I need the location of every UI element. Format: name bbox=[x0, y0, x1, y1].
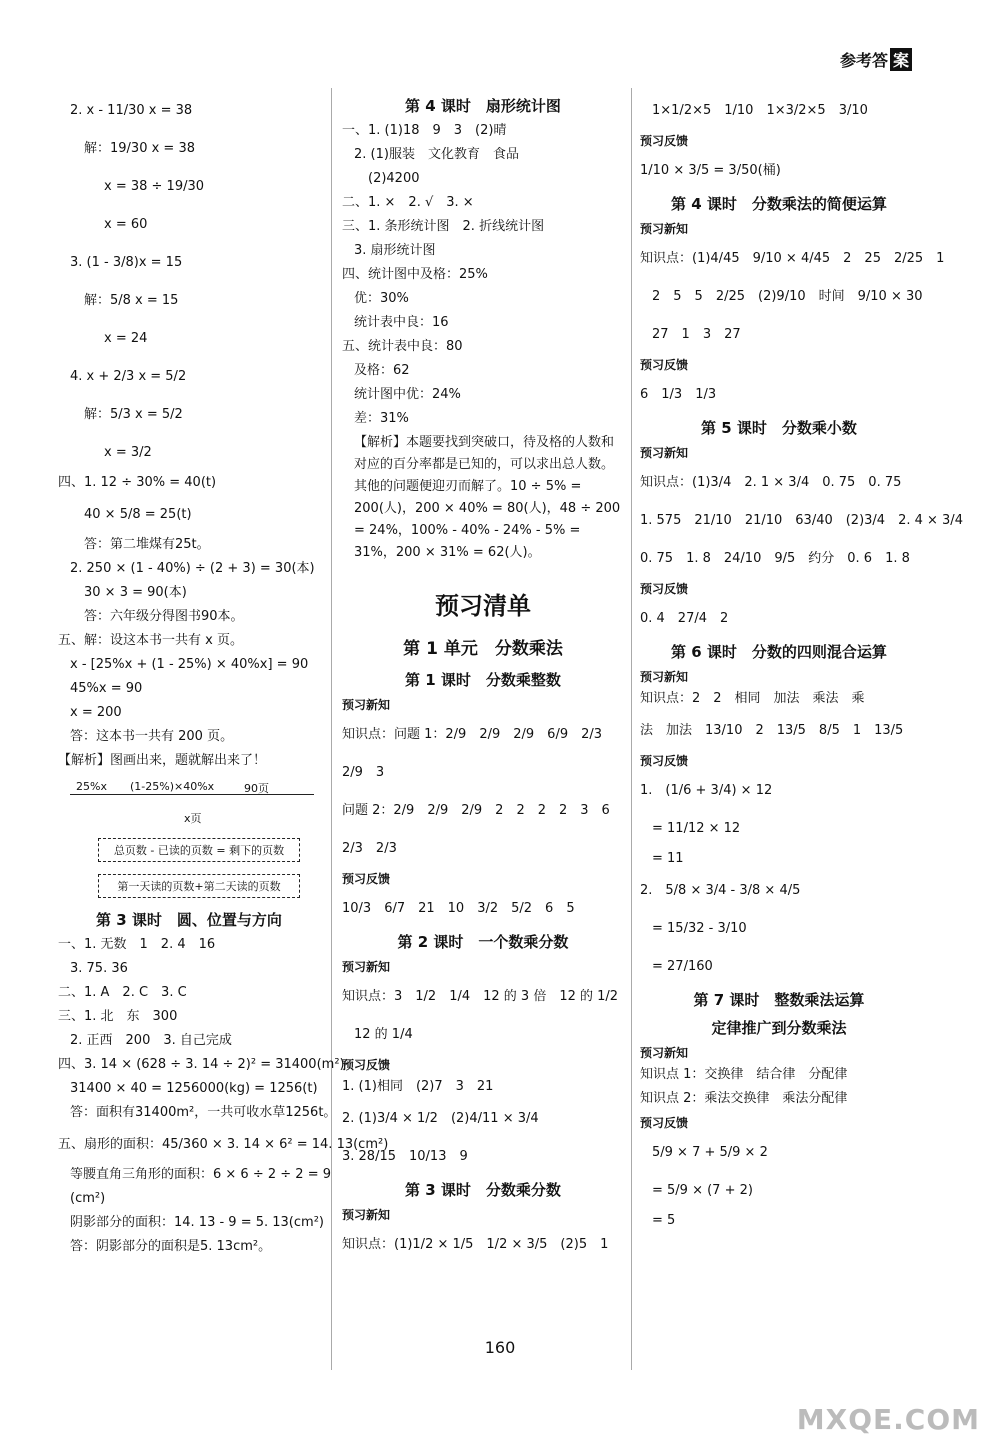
subsection-label: 预习反馈 bbox=[640, 754, 689, 768]
page-number: 160 bbox=[484, 1338, 516, 1357]
lesson-heading: 第 4 课时 扇形统计图 bbox=[405, 97, 561, 115]
answer-line: 知识点：(1)1/2 × 1/5 1/2 × 3/5 (2)5 1 bbox=[342, 1237, 609, 1252]
answer-line: 优：30% bbox=[354, 291, 409, 306]
answer-line: 0. 75 1. 8 24/10 9/5 约分 0. 6 1. 8 bbox=[640, 551, 910, 566]
answer-line: 1/10 × 3/5 = 3/50(桶) bbox=[640, 163, 781, 178]
answer-line: 30 × 3 = 90(本) bbox=[84, 585, 187, 600]
column-2 bbox=[342, 92, 624, 1264]
diagram-total-label: x页 bbox=[184, 812, 202, 825]
answer-line: x = 200 bbox=[70, 705, 122, 720]
subsection-label: 预习反馈 bbox=[640, 1116, 689, 1130]
answer-line: 一、1. 无数 1 2. 4 16 bbox=[58, 937, 216, 952]
answer-line: 2 5 5 2/25 (2)9/10 时间 9/10 × 30 bbox=[652, 289, 923, 304]
answer-line: 五、统计表中良：80 bbox=[342, 339, 463, 354]
header-title: 参考答 bbox=[839, 51, 888, 70]
answer-line: = 5/9 × (7 + 2) bbox=[652, 1183, 753, 1198]
answer-line: 5/9 × 7 + 5/9 × 2 bbox=[652, 1145, 768, 1160]
diagram-segment-label: 90页 bbox=[244, 782, 269, 795]
answer-line: 2. 5/8 × 3/4 - 3/8 × 4/5 bbox=[640, 883, 801, 898]
subsection-label: 预习反馈 bbox=[640, 582, 689, 596]
answer-line: x = 24 bbox=[104, 331, 148, 346]
answer-line: 二、1. A 2. C 3. C bbox=[58, 985, 187, 1000]
subsection-label: 预习新知 bbox=[342, 1208, 391, 1222]
watermark-logo: MXQE.COM bbox=[796, 1403, 980, 1436]
answer-line: 12 的 1/4 bbox=[354, 1027, 413, 1042]
answer-line: (cm²) bbox=[70, 1191, 106, 1206]
answer-line: 四、1. 12 ÷ 30% = 40(t) bbox=[58, 475, 217, 490]
header-title-box: 案 bbox=[890, 48, 912, 71]
answer-line: 3. 28/15 10/13 9 bbox=[342, 1149, 468, 1164]
lesson-heading: 第 3 课时 圆、位置与方向 bbox=[96, 911, 282, 929]
subsection-label: 预习新知 bbox=[640, 1046, 689, 1060]
answer-line: = 27/160 bbox=[652, 959, 713, 974]
subsection-label: 预习新知 bbox=[342, 960, 391, 974]
answer-line: 4. x + 2/3 x = 5/2 bbox=[70, 369, 187, 384]
answer-line: 10/3 6/7 21 10 3/2 5/2 6 5 bbox=[342, 901, 575, 916]
answer-line: 1. (1/6 + 3/4) × 12 bbox=[640, 783, 773, 798]
diagram-box: 总页数 - 已读的页数 = 剩下的页数 bbox=[98, 838, 300, 862]
answer-line: 法 加法 13/10 2 13/5 8/5 1 13/5 bbox=[640, 723, 904, 738]
answer-line: 45%x = 90 bbox=[70, 681, 143, 696]
explanation-paragraph: 【解析】本题要找到突破口，待及格的人数和对应的百分率都是已知的，可以求出总人数。其他的问题便迎刃而解了。10 ÷ 5% = 200(人)，200 × 40% = 80(人)，48 ÷ 200 = 24%，100% - 40% - 24% - 5% = 31%，200 × 31% = 62(人)。 bbox=[354, 435, 621, 560]
answer-line: 1. (1)相同 (2)7 3 21 bbox=[342, 1079, 494, 1094]
column-divider-2 bbox=[631, 88, 632, 1370]
answer-line: 6 1/3 1/3 bbox=[640, 387, 717, 402]
diagram-segment-label: 25%x bbox=[76, 780, 107, 793]
lesson-heading: 第 3 课时 分数乘分数 bbox=[405, 1181, 561, 1199]
answer-line: 四、3. 14 × (628 ÷ 3. 14 ÷ 2)² = 31400(m²) bbox=[58, 1057, 345, 1072]
answer-line: 统计表中良：16 bbox=[354, 315, 449, 330]
answer-line: 一、1. (1)18 9 3 (2)晴 bbox=[342, 123, 507, 138]
answer-line: 问题 2：2/9 2/9 2/9 2 2 2 2 3 6 bbox=[342, 803, 610, 818]
answer-line: 解：5/8 x = 15 bbox=[84, 293, 179, 308]
subsection-label: 预习新知 bbox=[342, 698, 391, 712]
diagram-box: 第一天读的页数+第二天读的页数 bbox=[98, 874, 300, 898]
answer-line: 【解析】图画出来，题就解出来了！ bbox=[58, 753, 267, 768]
answer-line: 1. 575 21/10 21/10 63/40 (2)3/4 2. 4 × 3/4 bbox=[640, 513, 963, 528]
answer-line: 27 1 3 27 bbox=[652, 327, 741, 342]
lesson-heading: 第 5 课时 分数乘小数 bbox=[701, 419, 857, 437]
answer-line: x = 60 bbox=[104, 217, 148, 232]
answer-line: 五、解：设这本书一共有 x 页。 bbox=[58, 633, 243, 648]
column-3 bbox=[640, 92, 963, 1234]
diagram-segment-label: (1-25%)×40%x bbox=[130, 780, 215, 793]
answer-line: 2. x - 11/30 x = 38 bbox=[70, 103, 193, 118]
lesson-heading: 第 4 课时 分数乘法的简便运算 bbox=[671, 195, 887, 213]
answer-line: 五、扇形的面积：45/360 × 3. 14 × 6² = 14. 13(cm²) bbox=[58, 1137, 389, 1152]
answer-line: 及格：62 bbox=[354, 363, 410, 378]
subsection-label: 预习反馈 bbox=[640, 358, 689, 372]
answer-line: 统计图中优：24% bbox=[354, 387, 461, 402]
answer-line: = 15/32 - 3/10 bbox=[652, 921, 747, 936]
answer-line: 2. 250 × (1 - 40%) ÷ (2 + 3) = 30(本) bbox=[70, 561, 315, 576]
answer-line: 1×1/2×5 1/10 1×3/2×5 3/10 bbox=[652, 103, 868, 118]
answer-line: 四、统计图中及格：25% bbox=[342, 267, 488, 282]
answer-line: 31400 × 40 = 1256000(kg) = 1256(t) bbox=[70, 1081, 318, 1096]
answer-line: 0. 4 27/4 2 bbox=[640, 611, 729, 626]
answer-line: 2/3 2/3 bbox=[342, 841, 397, 856]
answer-line: 3. (1 - 3/8)x = 15 bbox=[70, 255, 183, 270]
unit-heading: 第 1 单元 分数乘法 bbox=[403, 639, 563, 659]
answer-line: 答：第二堆煤有25t。 bbox=[84, 537, 210, 552]
answer-line: 阴影部分的面积：14. 13 - 9 = 5. 13(cm²) bbox=[70, 1215, 324, 1230]
answer-line: 差：31% bbox=[354, 411, 409, 426]
answer-line: x - [25%x + (1 - 25%) × 40%x] = 90 bbox=[70, 657, 309, 672]
lesson-heading: 第 1 课时 分数乘整数 bbox=[405, 671, 561, 689]
answer-line: x = 3/2 bbox=[104, 445, 152, 460]
answer-line: = 11/12 × 12 bbox=[652, 821, 741, 836]
answer-line: = 11 bbox=[652, 851, 684, 866]
diagram-bar bbox=[70, 794, 314, 795]
lesson-heading: 定律推广到分数乘法 bbox=[711, 1019, 847, 1037]
lesson-heading: 第 2 课时 一个数乘分数 bbox=[397, 933, 569, 951]
subsection-label: 预习新知 bbox=[640, 446, 689, 460]
subsection-label: 预习新知 bbox=[640, 222, 689, 236]
lesson-heading: 第 7 课时 整数乘法运算 bbox=[693, 991, 865, 1009]
answer-line: 答：六年级分得图书90本。 bbox=[84, 609, 244, 624]
page-header bbox=[840, 48, 912, 71]
answer-line: 2. (1)3/4 × 1/2 (2)4/11 × 3/4 bbox=[342, 1111, 539, 1126]
answer-line: 3. 75. 36 bbox=[70, 961, 128, 976]
answer-line: 2. (1)服装 文化教育 食品 bbox=[354, 147, 519, 162]
answer-line: 知识点：(1)3/4 2. 1 × 3/4 0. 75 0. 75 bbox=[640, 475, 902, 490]
answer-line: 2/9 3 bbox=[342, 765, 385, 780]
answer-line: 二、1. × 2. √ 3. × bbox=[342, 195, 474, 210]
lesson-heading: 第 6 课时 分数的四则混合运算 bbox=[671, 643, 887, 661]
subsection-label: 预习反馈 bbox=[640, 134, 689, 148]
answer-line: 知识点 1：交换律 结合律 分配律 bbox=[640, 1067, 848, 1082]
column-divider-1 bbox=[331, 88, 332, 1370]
answer-line: 三、1. 北 东 300 bbox=[58, 1009, 178, 1024]
answer-line: 知识点：(1)4/45 9/10 × 4/45 2 25 2/25 1 bbox=[640, 251, 945, 266]
answer-line: 知识点 2：乘法交换律 乘法分配律 bbox=[640, 1091, 848, 1106]
subsection-label: 预习反馈 bbox=[342, 872, 391, 886]
subsection-label: 预习新知 bbox=[640, 670, 689, 684]
answer-line: 答：面积有31400m²，一共可收水草1256t。 bbox=[70, 1105, 337, 1120]
answer-line: 三、1. 条形统计图 2. 折线统计图 bbox=[342, 219, 545, 234]
answer-line: 2. 正西 200 3. 自己完成 bbox=[70, 1033, 232, 1048]
answer-line: (2)4200 bbox=[368, 171, 420, 186]
section-title: 预习清单 bbox=[435, 592, 531, 620]
answer-line: x = 38 ÷ 19/30 bbox=[104, 179, 205, 194]
subsection-label: 预习反馈 bbox=[342, 1058, 391, 1072]
answer-line: 解：5/3 x = 5/2 bbox=[84, 407, 183, 422]
answer-line: 3. 扇形统计图 bbox=[354, 243, 436, 258]
answer-line: = 5 bbox=[652, 1213, 676, 1228]
answer-line: 等腰直角三角形的面积：6 × 6 ÷ 2 ÷ 2 = 9 bbox=[70, 1167, 331, 1182]
answer-line: 40 × 5/8 = 25(t) bbox=[84, 507, 192, 522]
answer-line: 知识点：3 1/2 1/4 12 的 3 倍 12 的 1/2 bbox=[342, 989, 619, 1004]
answer-line: 知识点：2 2 相同 加法 乘法 乘 bbox=[640, 691, 865, 706]
page-count-diagram bbox=[58, 780, 320, 900]
answer-line: 答：这本书一共有 200 页。 bbox=[70, 729, 234, 744]
answer-line: 解：19/30 x = 38 bbox=[84, 141, 195, 156]
answer-line: 答：阴影部分的面积是5. 13cm²。 bbox=[70, 1239, 272, 1254]
answer-line: 知识点：问题 1：2/9 2/9 2/9 6/9 2/3 bbox=[342, 727, 603, 742]
